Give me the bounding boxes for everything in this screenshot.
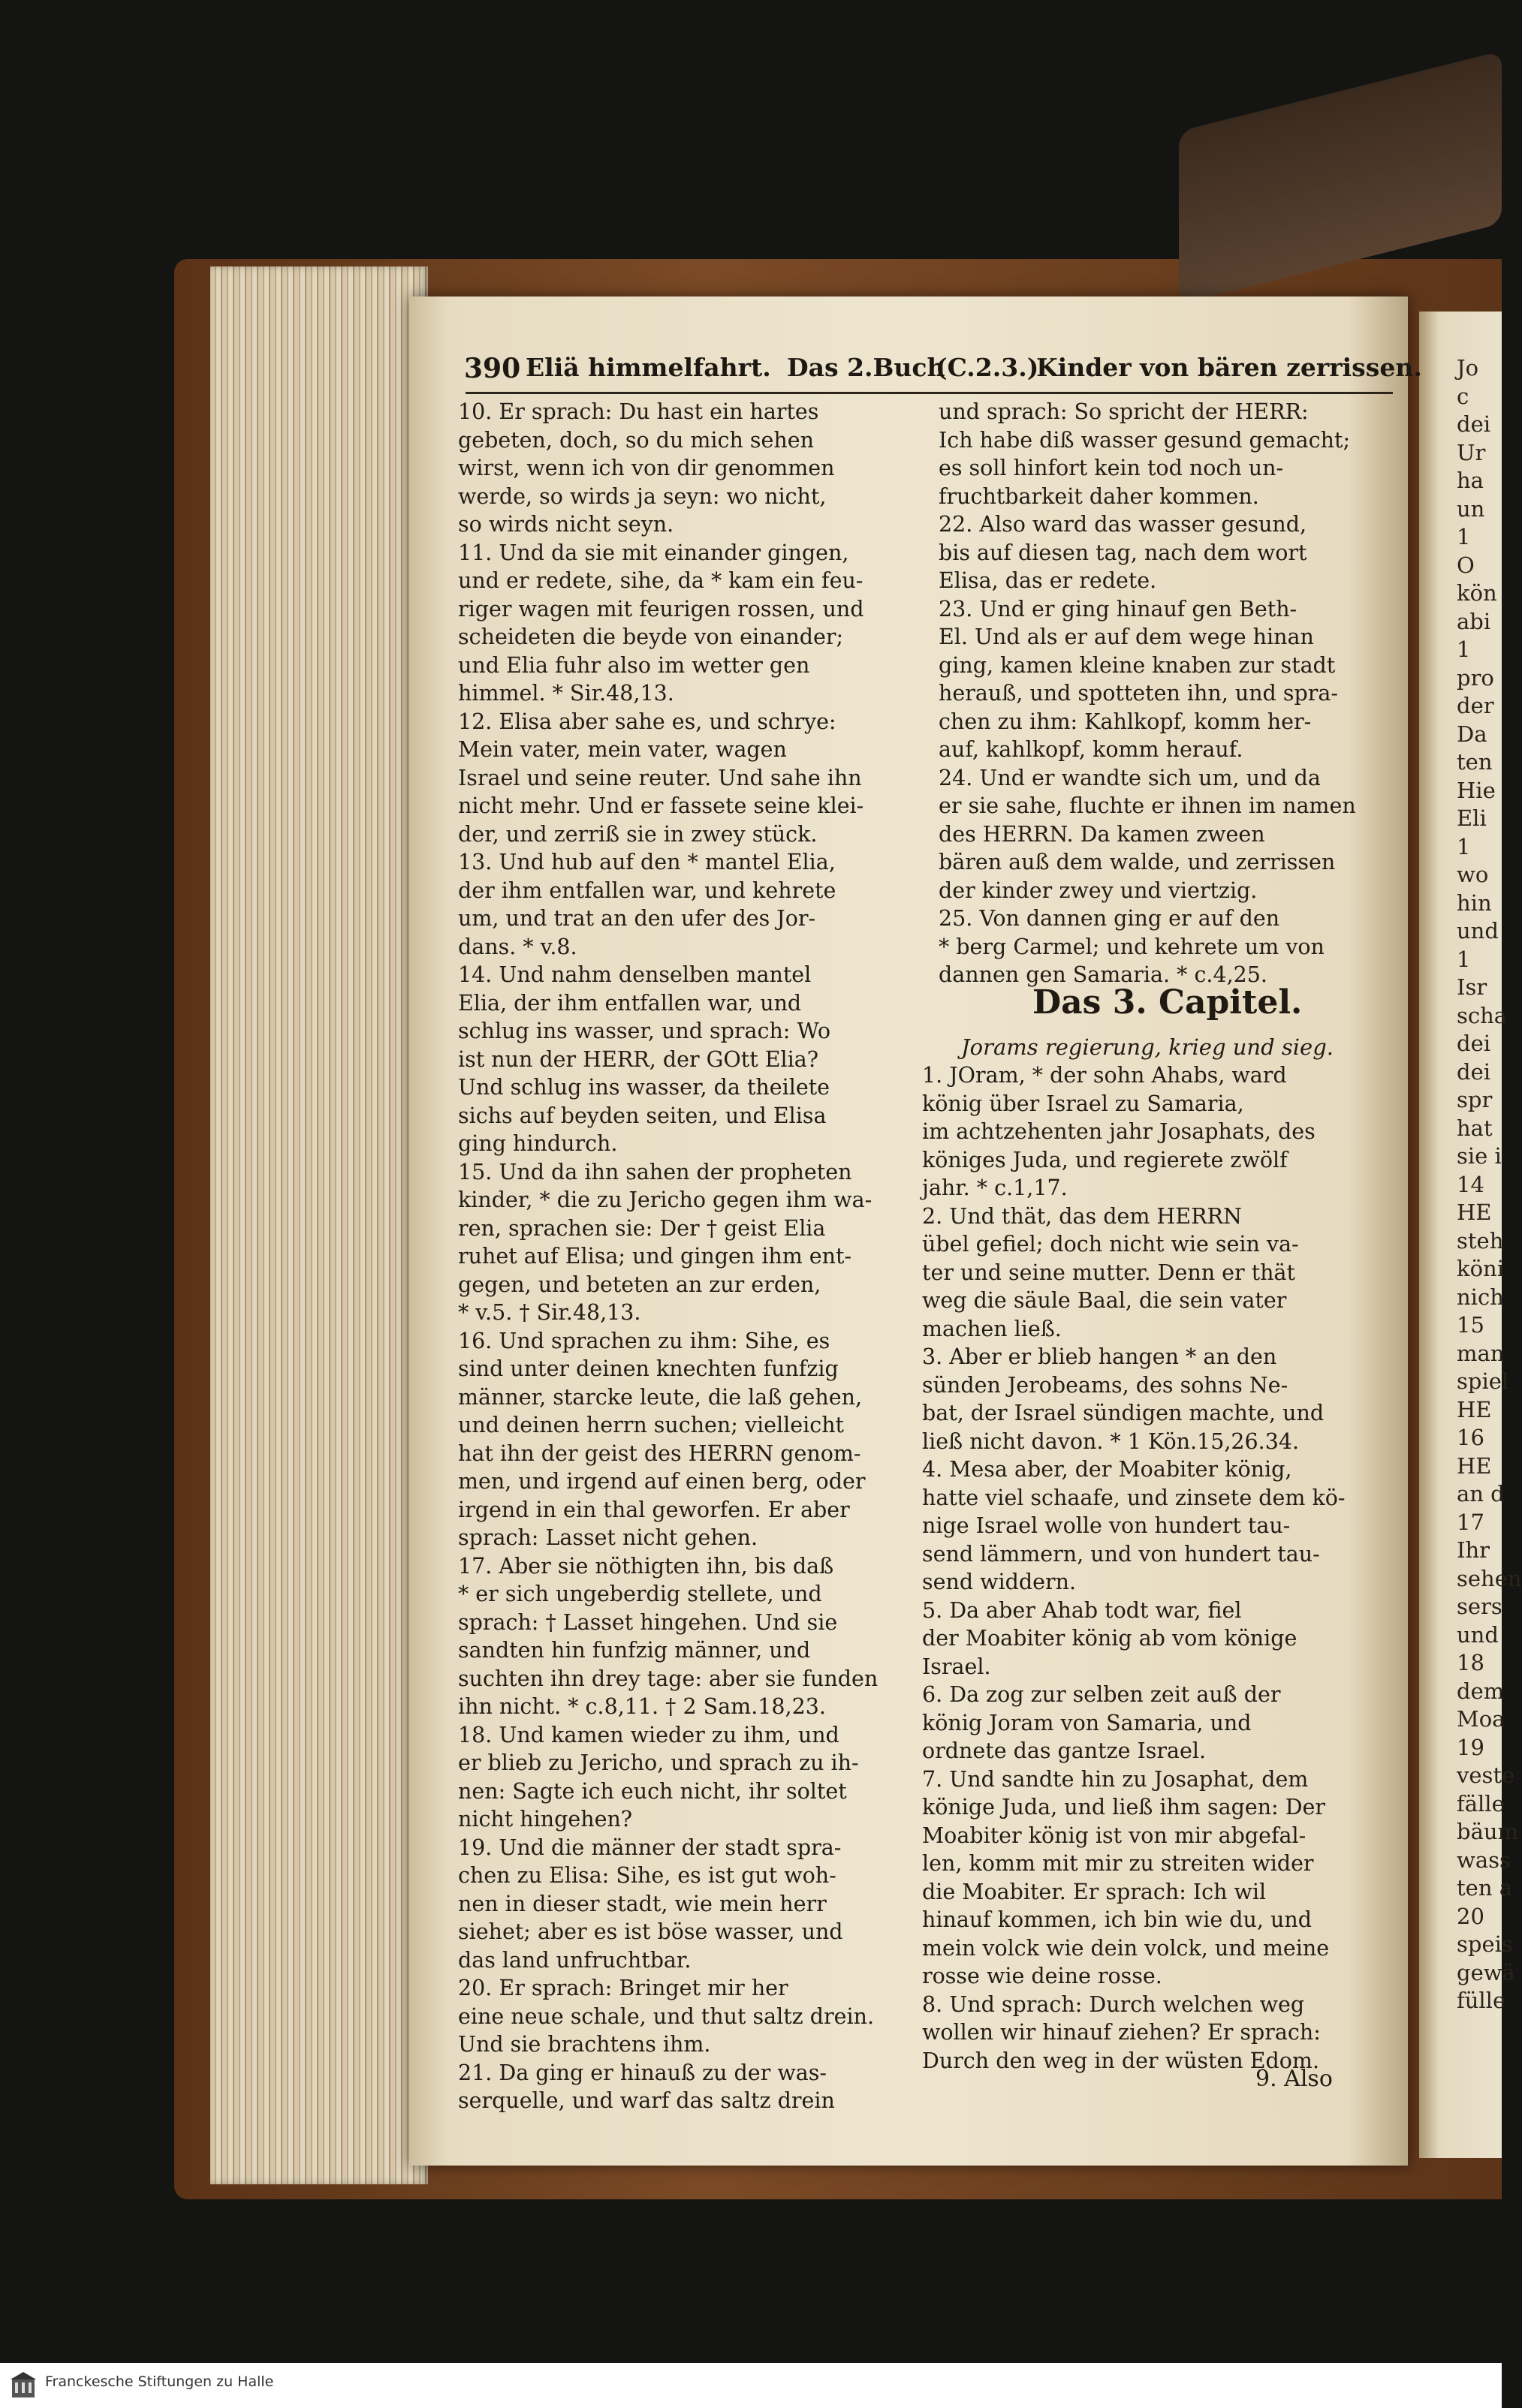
fragment-line: sehen: [1457, 1565, 1522, 1591]
text-line: übel gefiel; doch nicht wie sein va-: [922, 1232, 1299, 1257]
text-line: Elisa, das er redete.: [939, 568, 1157, 593]
chapter-summary: Jorams regierung, krieg und sieg.: [961, 1034, 1334, 1060]
text-line: bis auf diesen tag, nach dem wort: [939, 540, 1307, 565]
fragment-line: steh: [1457, 1227, 1504, 1254]
text-line: bären auß dem walde, und zerrissen: [939, 850, 1336, 874]
text-line: 25. Von dannen ging er auf den: [939, 906, 1280, 931]
running-title-left: Eliä himmelfahrt.: [526, 353, 771, 382]
text-line: herauß, und spotteten ihn, und spra-: [939, 681, 1338, 706]
fragment-line: scha: [1457, 1002, 1508, 1028]
fragment-line: Eli: [1457, 805, 1487, 831]
text-line: Mein vater, mein vater, wagen: [458, 737, 787, 762]
text-line: königes Juda, und regierete zwölf: [922, 1147, 1288, 1172]
text-line: riger wagen mit feurigen rossen, und: [458, 596, 864, 622]
text-line: der kinder zwey und viertzig.: [939, 877, 1258, 903]
text-line: 13. Und hub auf den * mantel Elia,: [458, 850, 836, 874]
fragment-line: 14: [1457, 1171, 1484, 1197]
text-line: könig über Israel zu Samaria,: [922, 1091, 1244, 1116]
text-line: 16. Und sprachen zu ihm: Sihe, es: [458, 1328, 830, 1353]
text-line: chen zu ihm: Kahlkopf, komm her-: [939, 709, 1312, 734]
fragment-line: der: [1457, 693, 1494, 718]
fragment-line: ha: [1457, 468, 1484, 493]
fragment-line: bäum: [1457, 1819, 1519, 1844]
left-text-column: [458, 398, 924, 2115]
text-line: nen in dieser stadt, wie mein herr: [458, 1891, 827, 1916]
text-line: ruhet auf Elisa; und gingen ihm ent-: [458, 1244, 852, 1269]
text-line: sprach: † Lasset hingehen. Und sie: [458, 1609, 838, 1635]
fragment-line: hin: [1457, 889, 1492, 916]
fragment-line: hat: [1457, 1115, 1493, 1141]
text-line: rosse wie deine rosse.: [922, 1964, 1162, 1988]
text-line: 20. Er sprach: Bringet mir her: [458, 1976, 788, 2000]
text-line: machen ließ.: [922, 1316, 1062, 1341]
fragment-line: 15: [1457, 1312, 1484, 1338]
text-line: es soll hinfort kein tod noch un-: [939, 456, 1284, 480]
fragment-line: Moa: [1457, 1706, 1505, 1732]
text-line: sprach: Lasset nicht gehen.: [458, 1525, 758, 1550]
text-line: chen zu Elisa: Sihe, es ist gut woh-: [458, 1863, 836, 1888]
text-line: wirst, wenn ich von dir genommen: [458, 456, 835, 480]
text-line: der, und zerriß sie in zwey stück.: [458, 821, 818, 847]
fragment-line: 16: [1457, 1425, 1484, 1450]
text-line: und deinen herrn suchen; vielleicht: [458, 1413, 845, 1437]
text-line: könige Juda, und ließ ihm sagen: Der: [922, 1795, 1326, 1820]
text-line: und er redete, sihe, da * kam ein feu-: [458, 568, 863, 593]
text-line: so wirds nicht seyn.: [458, 512, 674, 537]
text-line: männer, starcke leute, die laß gehen,: [458, 1384, 863, 1410]
text-line: kinder, * die zu Jericho gegen ihm wa-: [458, 1187, 873, 1212]
text-line: 18. Und kamen wieder zu ihm, und: [458, 1722, 839, 1747]
fragment-line: pro: [1457, 664, 1494, 691]
text-line: ließ nicht davon. * 1 Kön.15,26.34.: [922, 1428, 1300, 1454]
fragment-line: 18: [1457, 1650, 1484, 1675]
text-line: hatte viel schaafe, und zinsete dem kö-: [922, 1485, 1346, 1510]
fragment-line: un: [1457, 495, 1485, 522]
text-line: und Elia fuhr also im wetter gen: [458, 652, 810, 678]
fragment-line: kön: [1457, 580, 1497, 606]
fragment-line: abi: [1457, 608, 1491, 634]
fragment-line: an d: [1457, 1481, 1505, 1507]
chapter-heading: Das 3. Capitel.: [1032, 983, 1303, 1022]
institution-logo-icon: [9, 2370, 38, 2400]
fragment-line: 1: [1457, 946, 1471, 972]
fragment-line: 20: [1457, 1903, 1484, 1929]
running-chapter-ref: (C.2.3.): [936, 353, 1039, 382]
fragment-line: Ur: [1457, 439, 1486, 465]
text-line: 23. Und er ging hinauf gen Beth-: [939, 596, 1297, 622]
text-line: suchten ihn drey tage: aber sie funden: [458, 1666, 879, 1691]
text-line: auf, kahlkopf, komm herauf.: [939, 737, 1243, 762]
fragment-line: spr: [1457, 1087, 1493, 1112]
right-text-column-bottom: [922, 1061, 1388, 2075]
text-line: 19. Und die männer der stadt spra-: [458, 1835, 842, 1860]
text-line: fruchtbarkeit daher kommen.: [939, 483, 1259, 509]
text-line: 3. Aber er blieb hangen * an den: [922, 1344, 1277, 1369]
text-line: jahr. * c.1,17.: [922, 1175, 1068, 1200]
institution-name: Franckesche Stiftungen zu Halle: [45, 2373, 274, 2390]
text-line: die Moabiter. Er sprach: Ich wil: [922, 1879, 1267, 1904]
text-line: mein volck wie dein volck, und meine: [922, 1935, 1330, 1961]
text-line: dans. * v.8.: [458, 934, 577, 959]
fragment-line: nich: [1457, 1284, 1504, 1310]
text-line: um, und trat an den ufer des Jor-: [458, 906, 816, 931]
text-line: sichs auf beyden seiten, und Elisa: [458, 1103, 827, 1128]
fragment-line: Ihr: [1457, 1537, 1490, 1563]
text-line: sünden Jerobeams, des sohns Ne-: [922, 1372, 1288, 1398]
fragment-line: sie i: [1457, 1143, 1502, 1169]
text-line: 10. Er sprach: Du hast ein hartes: [458, 399, 819, 424]
text-line: Israel und seine reuter. Und sahe ihn: [458, 765, 862, 790]
text-line: der Moabiter könig ab vom könige: [922, 1626, 1297, 1651]
text-line: scheideten die beyde von einander;: [458, 625, 844, 649]
fragment-line: man: [1457, 1340, 1505, 1366]
text-line: hinauf kommen, ich bin wie du, und: [922, 1907, 1312, 1932]
text-line: Durch den weg in der wüsten Edom.: [922, 2048, 1320, 2073]
fragment-line: wo: [1457, 862, 1489, 887]
text-line: schlug ins wasser, und sprach: Wo: [458, 1019, 830, 1043]
text-line: nen: Sagte ich euch nicht, ihr soltet: [458, 1778, 847, 1804]
catchword: 9. Also: [1255, 2066, 1333, 2092]
text-line: Ich habe diß wasser gesund gemacht;: [939, 427, 1351, 453]
running-title-right: Kinder von bären zerrissen.: [1036, 353, 1422, 382]
text-line: eine neue schale, und thut saltz drein.: [458, 2003, 875, 2029]
text-line: 14. Und nahm denselben mantel: [458, 962, 812, 987]
fragment-line: HE: [1457, 1396, 1492, 1422]
running-title-book: Das 2.Buch: [787, 353, 945, 382]
fragment-line: gewä: [1457, 1959, 1515, 1985]
text-line: * er sich ungeberdig stellete, und: [458, 1582, 822, 1606]
fragment-line: Isr: [1457, 974, 1487, 1000]
text-line: nige Israel wolle von hundert tau-: [922, 1513, 1291, 1538]
text-line: El. Und als er auf dem wege hinan: [939, 625, 1314, 649]
fragment-line: und: [1457, 1621, 1499, 1648]
text-line: nicht mehr. Und er fassete seine klei-: [458, 793, 864, 818]
text-line: 15. Und da ihn sahen der propheten: [458, 1159, 852, 1184]
text-line: und sprach: So spricht der HERR:: [939, 399, 1309, 424]
text-line: sind unter deinen knechten funfzig: [458, 1356, 839, 1381]
text-line: 12. Elisa aber sahe es, und schrye:: [458, 709, 836, 734]
text-line: 6. Da zog zur selben zeit auß der: [922, 1682, 1281, 1707]
text-line: ordnete das gantze Israel.: [922, 1738, 1207, 1763]
fragment-line: HE: [1457, 1452, 1492, 1479]
text-line: 8. Und sprach: Durch welchen weg: [922, 1991, 1305, 2017]
text-line: Und schlug ins wasser, da theilete: [458, 1075, 830, 1100]
text-line: bat, der Israel sündigen machte, und: [922, 1401, 1325, 1425]
fragment-line: dei: [1457, 1031, 1491, 1056]
header-rule: [466, 392, 1393, 394]
fragment-line: wass: [1457, 1847, 1511, 1873]
text-line: serquelle, und warf das saltz drein: [458, 2088, 835, 2113]
text-line: nicht hingehen?: [458, 1807, 633, 1832]
text-line: 4. Mesa aber, der Moabiter könig,: [922, 1457, 1292, 1482]
text-line: send lämmern, und von hundert tau-: [922, 1541, 1320, 1567]
fragment-line: 1: [1457, 833, 1471, 859]
text-line: 17. Aber sie nöthigten ihn, bis daß: [458, 1553, 834, 1579]
text-line: 21. Da ging er hinauß zu der was-: [458, 2060, 827, 2085]
text-line: gebeten, doch, so du mich sehen: [458, 427, 814, 453]
text-line: ist nun der HERR, der GOtt Elia?: [458, 1046, 819, 1072]
text-line: hat ihn der geist des HERRN genom-: [458, 1440, 861, 1466]
text-line: werde, so wirds ja seyn: wo nicht,: [458, 483, 827, 509]
text-line: Moabiter könig ist von mir abgefal-: [922, 1823, 1307, 1848]
text-line: irgend in ein thal geworfen. Er aber: [458, 1497, 850, 1522]
text-line: ren, sprachen sie: Der † geist Elia: [458, 1215, 826, 1241]
text-line: * v.5. † Sir.48,13.: [458, 1300, 641, 1325]
text-line: ging, kamen kleine knaben zur stadt: [939, 652, 1336, 678]
text-line: * berg Carmel; und kehrete um von: [939, 934, 1325, 959]
text-line: 22. Also ward das wasser gesund,: [939, 512, 1307, 537]
fragment-line: HE: [1457, 1199, 1492, 1225]
text-line: ter und seine mutter. Denn er thät: [922, 1260, 1295, 1285]
fragment-line: veste: [1457, 1762, 1515, 1788]
text-line: das land unfruchtbar.: [458, 1947, 692, 1973]
text-line: Und sie brachtens ihm.: [458, 2032, 711, 2057]
fragment-line: köni: [1457, 1256, 1504, 1281]
text-line: Israel.: [922, 1654, 991, 1679]
text-line: men, und irgend auf einen berg, oder: [458, 1469, 866, 1494]
text-line: im achtzehenten jahr Josaphats, des: [922, 1119, 1316, 1144]
text-line: er blieb zu Jericho, und sprach zu ih-: [458, 1750, 859, 1775]
page-number: 390: [464, 353, 521, 384]
text-line: ging hindurch.: [458, 1131, 618, 1156]
fragment-line: O: [1457, 552, 1475, 578]
text-line: könig Joram von Samaria, und: [922, 1710, 1252, 1735]
text-line: 2. Und thät, das dem HERRN: [922, 1203, 1242, 1229]
text-line: himmel. * Sir.48,13.: [458, 681, 674, 706]
text-line: 5. Da aber Ahab todt war, fiel: [922, 1597, 1242, 1623]
text-line: 1. JOram, * der sohn Ahabs, ward: [922, 1063, 1287, 1088]
fragment-line: 17: [1457, 1509, 1484, 1535]
fragment-line: 1: [1457, 524, 1471, 549]
fragment-line: speis: [1457, 1931, 1513, 1957]
text-line: ihn nicht. * c.8,11. † 2 Sam.18,23.: [458, 1694, 826, 1719]
fragment-line: ten: [1457, 749, 1493, 775]
fragment-line: dem: [1457, 1678, 1505, 1704]
text-line: 7. Und sandte hin zu Josaphat, dem: [922, 1766, 1309, 1792]
fragment-line: fälle: [1457, 1790, 1505, 1817]
fragment-line: dei: [1457, 1058, 1491, 1085]
text-line: send widdern.: [922, 1570, 1077, 1594]
text-line: dannen gen Samaria. * c.4,25.: [939, 962, 1267, 987]
fragment-line: und: [1457, 918, 1499, 944]
fragment-line: Jo: [1457, 355, 1479, 381]
text-line: des HERRN. Da kamen zween: [939, 821, 1265, 847]
fragment-line: Da: [1457, 721, 1487, 747]
fragment-line: ten a: [1457, 1875, 1513, 1901]
fragment-line: sers: [1457, 1594, 1502, 1619]
text-line: weg die säule Baal, die sein vater: [922, 1288, 1287, 1313]
right-text-column-top: [939, 398, 1389, 989]
text-line: wollen wir hinauf ziehen? Er sprach:: [922, 2020, 1321, 2045]
text-line: gegen, und beteten an zur erden,: [458, 1272, 821, 1297]
text-line: er sie sahe, fluchte er ihnen im namen: [939, 793, 1356, 818]
text-line: 24. Und er wandte sich um, und da: [939, 765, 1321, 790]
fragment-line: spiel: [1457, 1368, 1509, 1394]
fragment-line: 19: [1457, 1734, 1484, 1760]
text-line: sandten hin funfzig männer, und: [458, 1638, 811, 1663]
text-line: len, komm mit mir zu streiten wider: [922, 1851, 1314, 1876]
text-line: 11. Und da sie mit einander gingen,: [458, 540, 849, 565]
text-line: Elia, der ihm entfallen war, und: [458, 990, 802, 1016]
page-edges: [210, 266, 428, 2184]
fragment-line: 1: [1457, 637, 1471, 662]
text-line: der ihm entfallen war, und kehrete: [458, 877, 836, 903]
next-page-fragment: [1457, 354, 1522, 2015]
text-line: siehet; aber es ist böse wasser, und: [458, 1919, 843, 1944]
fragment-line: dei: [1457, 411, 1491, 437]
fragment-line: Hie: [1457, 777, 1496, 803]
fragment-line: fülle: [1457, 1988, 1506, 2013]
fragment-line: c: [1457, 383, 1469, 409]
